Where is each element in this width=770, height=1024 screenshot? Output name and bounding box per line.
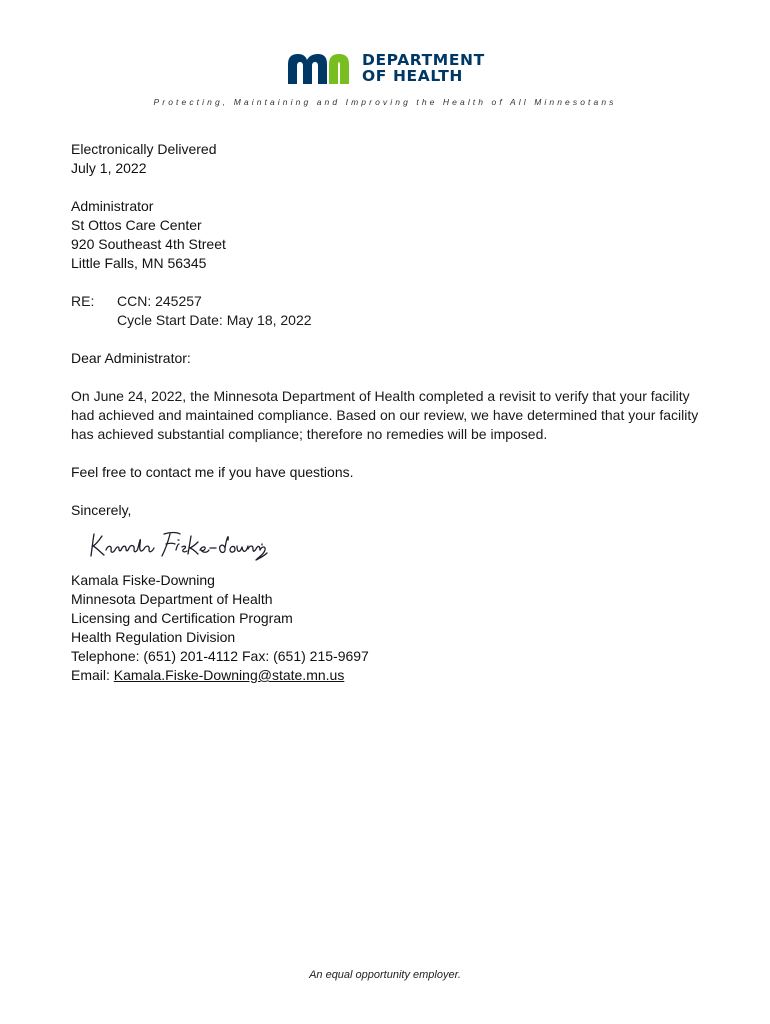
logo-line-2: OF HEALTH — [362, 67, 463, 85]
re-details — [117, 292, 312, 330]
body-line: has achieved substantial compliance; therefore no remedies will be imposed. — [71, 426, 548, 442]
cycle-start-line: Cycle Start Date: May 18, 2022 — [117, 312, 312, 328]
recipient-line: Little Falls, MN 56345 — [71, 255, 207, 271]
mdh-logo — [288, 52, 488, 86]
recipient-line: Administrator — [71, 198, 154, 214]
delivery-block — [71, 140, 217, 178]
body-line: On June 24, 2022, the Minnesota Department of Health completed a revisit to verify that your facility — [71, 388, 690, 404]
signer-program: Licensing and Certification Program — [71, 610, 293, 626]
recipient-address — [71, 197, 226, 273]
letter-date: July 1, 2022 — [71, 160, 147, 176]
recipient-line: St Ottos Care Center — [71, 217, 202, 233]
delivery-method: Electronically Delivered — [71, 141, 217, 157]
signer-email-line — [71, 666, 369, 685]
email-link[interactable]: Kamala.Fiske-Downing@state.mn.us — [113, 667, 345, 683]
tagline: Protecting, Maintaining and Improving the Health of All Minnesotans — [153, 97, 617, 107]
handwritten-signature — [88, 526, 268, 567]
body-paragraph — [71, 387, 701, 444]
signer-phone: Telephone: (651) 201-4112 Fax: (651) 215-9697 — [71, 648, 369, 664]
salutation: Dear Administrator: — [71, 350, 191, 366]
signer-division: Health Regulation Division — [71, 629, 236, 645]
footer-note: An equal opportunity employer. — [309, 969, 461, 981]
signer-name: Kamala Fiske-Downing — [71, 572, 215, 588]
signer-org: Minnesota Department of Health — [71, 591, 273, 607]
recipient-line: 920 Southeast 4th Street — [71, 236, 226, 252]
mn-logo-icon — [288, 52, 354, 86]
logo-wordmark — [362, 52, 485, 84]
closing-note: Feel free to contact me if you have questions. — [71, 464, 354, 480]
ccn-line: CCN: 245257 — [117, 293, 202, 309]
body-line: had achieved and maintained compliance. Based on our review, we have determined that your facility — [71, 407, 699, 423]
email-label: Email: — [71, 667, 114, 683]
sign-off: Sincerely, — [71, 502, 132, 518]
logo-line-1: DEPARTMENT — [362, 51, 485, 69]
re-label: RE: — [71, 293, 95, 309]
signer-block — [71, 571, 369, 685]
